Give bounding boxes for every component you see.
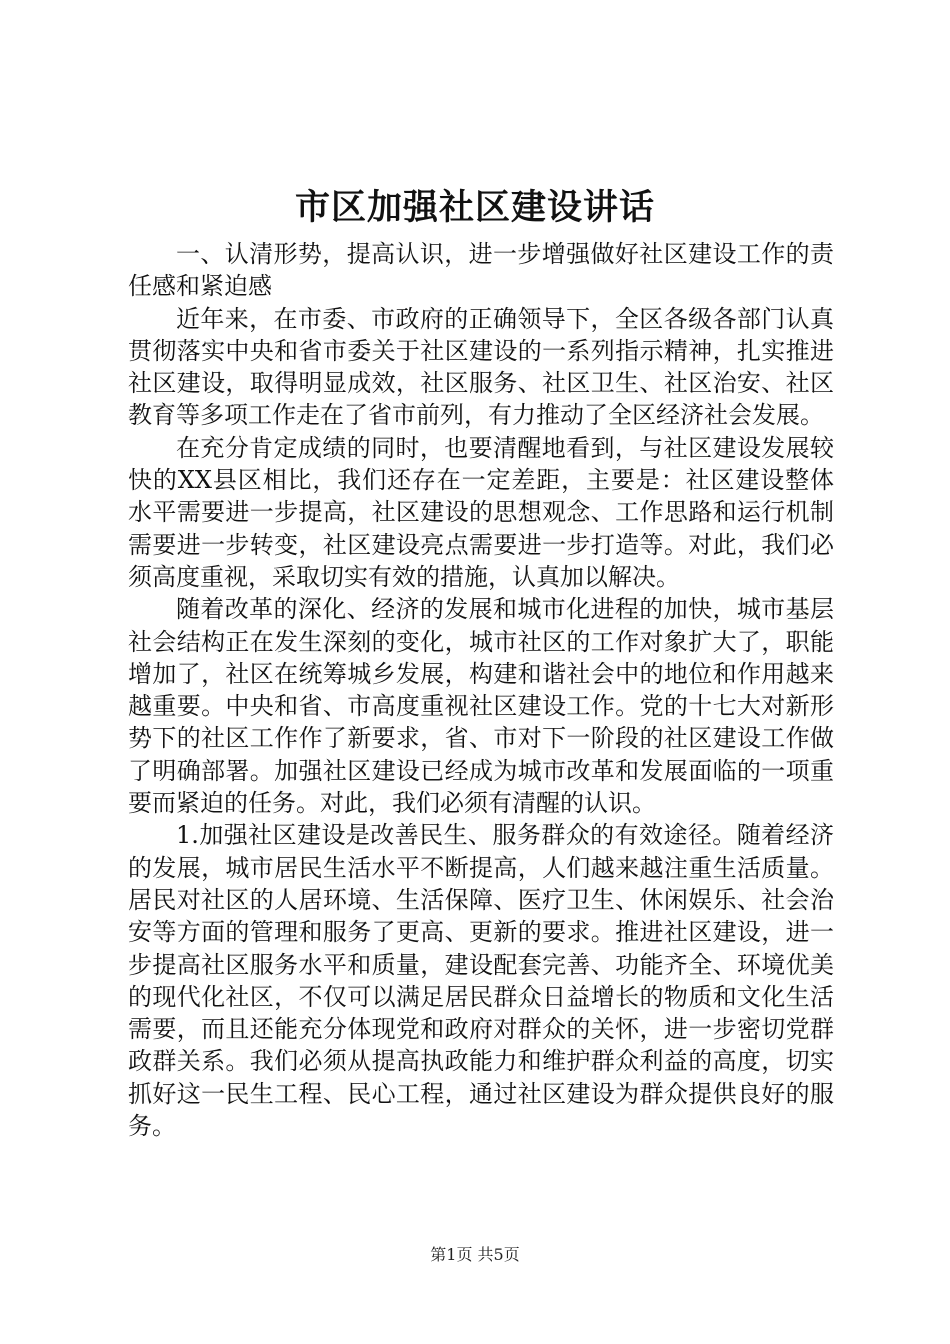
- body-paragraph: 近年来，在市委、市政府的正确领导下，全区各级各部门认真贯彻落实中央和省市委关于社区建设的一系列指示精神，扎实推进社区建设，取得明显成效，社区服务、社区卫生、社区治安、社区教育等多项工作走在了省市前列，有力推动了全区经济社会发展。: [128, 304, 834, 430]
- document-title: 市区加强社区建设讲话: [294, 187, 655, 228]
- section-heading: 一、认清形势，提高认识，进一步增强做好社区建设工作的责任感和紧迫感: [128, 240, 834, 301]
- document-body: [128, 238, 834, 1142]
- page-footer: 第1页 共5页: [430, 1245, 520, 1264]
- body-paragraph: 在充分肯定成绩的同时，也要清醒地看到，与社区建设发展较快的XX县区相比，我们还存在一定差距，主要是：社区建设整体水平需要进一步提高，社区建设的思想观念、工作思路和运行机制需要进一步转变，社区建设亮点需要进一步打造等。对此，我们必须高度重视，采取切实有效的措施，认真加以解决。: [128, 433, 834, 591]
- body-paragraph: 随着改革的深化、经济的发展和城市化进程的加快，城市基层社会结构正在发生深刻的变化，城市社区的工作对象扩大了，职能增加了，社区在统筹城乡发展，构建和谐社会中的地位和作用越来越重要。中央和省、市高度重视社区建设工作。党的十七大对新形势下的社区工作作了新要求，省、市对下一阶段的社区建设工作做了明确部署。加强社区建设已经成为城市改革和发展面临的一项重要而紧迫的任务。对此，我们必须有清醒的认识。: [128, 595, 834, 818]
- body-paragraph: 1.加强社区建设是改善民生、服务群众的有效途径。随着经济的发展，城市居民生活水平不断提高，人们越来越注重生活质量。居民对社区的人居环境、生活保障、医疗卫生、休闲娱乐、社会治安等方面的管理和服务了更高、更新的要求。推进社区建设，进一步提高社区服务水平和质量，建设配套完善、功能齐全、环境优美的现代化社区，不仅可以满足居民群众日益增长的物质和文化生活需要，而且还能充分体现党和政府对群众的关怀，进一步密切党群政群关系。我们必须从提高执政能力和维护群众利益的高度，切实抓好这一民生工程、民心工程，通过社区建设为群众提供良好的服务。: [128, 821, 834, 1141]
